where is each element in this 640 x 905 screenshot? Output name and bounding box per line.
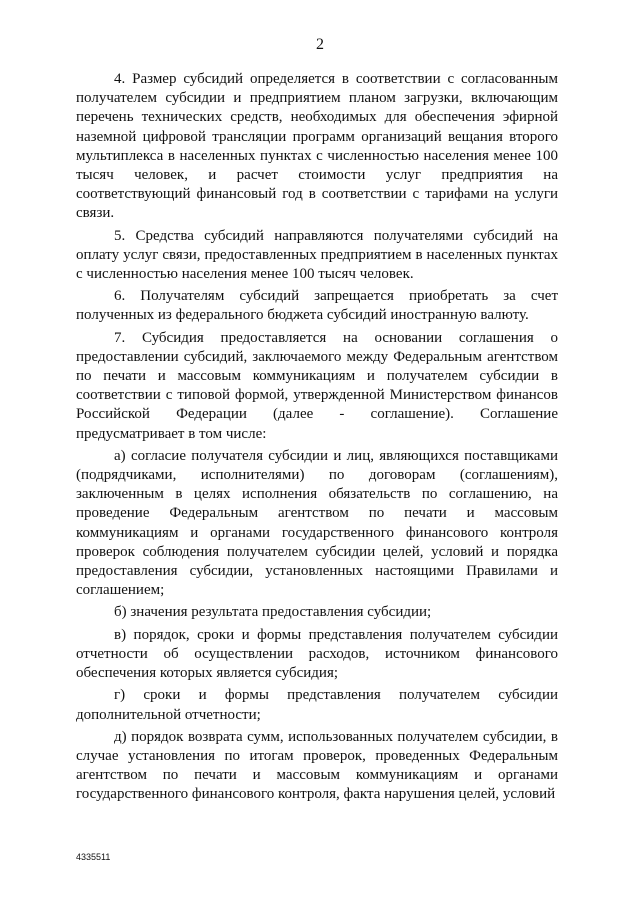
subitem-a: а) согласие получателя субсидии и лиц, являющихся поставщиками (подрядчиками, исполнителями) по договорам (соглашениям), заключенным в целях исполнения обязательств по соглашению, на проведение Федеральным агентством по печати и массовым коммуникациям и органами государственного финансового контроля проверок соблюдения получателем субсидии целей, условий и порядка предоставления субсидии, установленных настоящими Правилами и соглашением; bbox=[76, 447, 558, 599]
paragraph-4: 4. Размер субсидий определяется в соответствии с согласованным получателем субсидии и предприятием планом загрузки, включающим перечень технических средств, необходимых для обеспечения эфирной наземной цифровой трансляции программ организаций вещания второго мультиплекса в населенных пунктах с численностью населения менее 100 тысяч человек, и расчет стоимости услуг предприятия на соответствующий финансовый год в соответствии с тарифами на услуги связи. bbox=[76, 71, 558, 222]
paragraph-6: 6. Получателям субсидий запрещается приобретать за счет полученных из федерального бюджета субсидий иностранную валюту. bbox=[76, 288, 558, 324]
document-body bbox=[76, 70, 558, 808]
subitem-g: г) сроки и формы представления получателем субсидии дополнительной отчетности; bbox=[76, 687, 558, 723]
page-number: 2 bbox=[316, 36, 324, 53]
subitem-d: д) порядок возврата сумм, использованных получателем субсидии, в случае установления по итогам проверок, проведенных Федеральным агентством по печати и массовым коммуникациям и органами государственного финансового контроля, факта нарушения целей, условий bbox=[76, 728, 558, 803]
subitem-b: б) значения результата предоставления субсидии; bbox=[114, 604, 432, 621]
document-code: 4335511 bbox=[76, 852, 111, 862]
paragraph-7: 7. Субсидия предоставляется на основании соглашения о предоставлении субсидий, заключаемого между Федеральным агентством по печати и массовым коммуникациям и получателем субсидии в соответствии с типовой формой, утвержденной Министерством финансов Российской Федерации (далее - соглашение). Соглашение предусматривает в том числе: bbox=[76, 329, 558, 442]
paragraph-5: 5. Средства субсидий направляются получателями субсидий на оплату услуг связи, предоставленных предприятием в населенных пунктах с численностью населения менее 100 тысяч человек. bbox=[76, 227, 558, 283]
subitem-v: в) порядок, сроки и формы представления получателем субсидии отчетности об осуществлении расходов, источником финансового обеспечения которых является субсидия; bbox=[76, 626, 558, 682]
